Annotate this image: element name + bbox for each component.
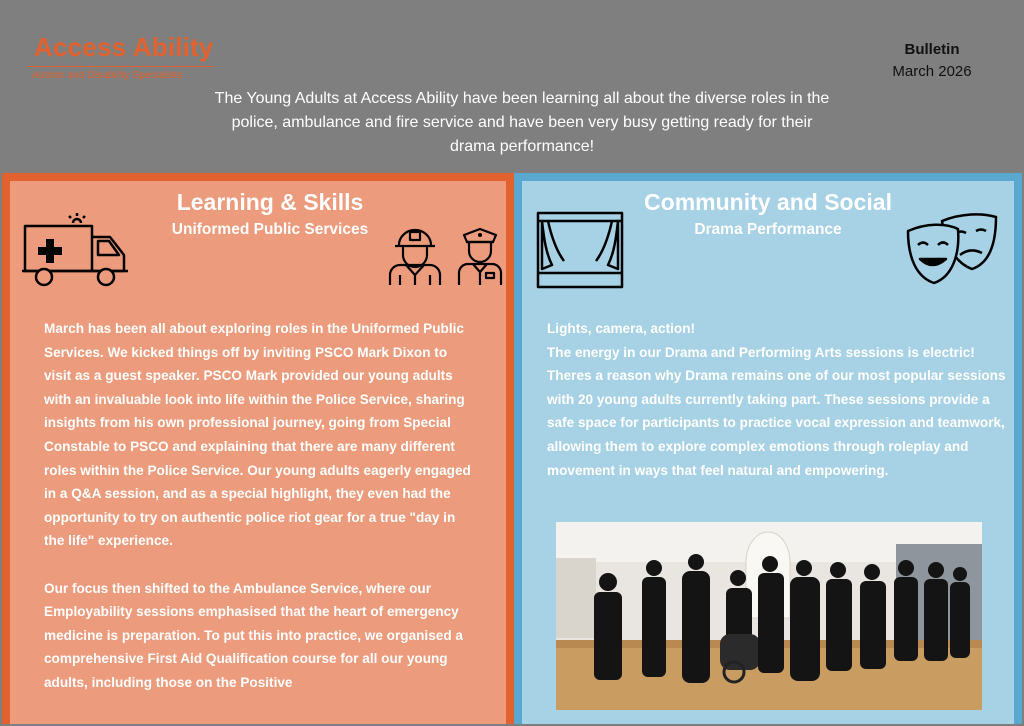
bulletin-heading [862,39,1002,83]
firefighter-icon [386,225,444,287]
learning-body [44,317,474,718]
logo-subtitle: Autism and Disability Specialists [32,69,183,81]
logo-title: Access Ability [34,32,214,62]
learning-skills-panel [2,173,514,724]
community-subtitle: Drama Performance [694,221,842,238]
learning-title: Learning & Skills [176,189,364,215]
community-social-panel [514,173,1022,724]
community-paragraph: The energy in our Drama and Performing Arts sessions is electric! Theres a reason why Drama remains one of our most popular sessions with 20 young adults currently taking part. These sessions provide a safe space for participants to practice vocal expression and teamwork, allowing them to explore complex emotions through roleplay and movement in ways that feel natural and empowering. [547,344,1006,478]
police-officer-icon [456,225,504,287]
learning-subtitle: Uniformed Public Services [171,221,369,238]
ambulance-icon [20,211,134,291]
stage-curtain-icon [534,209,626,291]
drama-performance-photo [556,522,982,710]
bulletin-label: Bulletin [904,41,960,58]
theatre-masks-icon [904,209,1000,289]
logo-underline [28,66,214,67]
community-body [547,317,1007,482]
bulletin-page [2,2,1022,724]
learning-paragraph-1: March has been all about exploring roles in the Uniformed Public Services. We kicked things off by inviting PSCO Mark Dixon to visit as a guest speaker. PSCO Mark provided our young adults with an invaluable look into life within the Police Service, sharing insights from his own professional journey, going from Special Constable to PSCO and explaining that there are many different roles within the Police Service. Our young adults eagerly engaged in a Q&A session, and as a special highlight, they even had the opportunity to try on authentic police riot gear for a true "day in the life" experience. [44,321,471,549]
bulletin-date: March 2026 [892,63,972,80]
intro-text: The Young Adults at Access Ability have been learning all about the diverse roles in the police, ambulance and fire service and have been very busy getting ready for their drama performance! [214,90,830,155]
community-intro-line: Lights, camera, action! [547,321,696,336]
learning-paragraph-2: Our focus then shifted to the Ambulance Service, where our Employability sessions emphasised that the heart of emergency medicine is preparation. To put this into practice, we organised a comprehensive First Aid Qualification course for all our young adults, including those on the Positive [44,580,463,690]
community-title: Community and Social [644,189,892,215]
